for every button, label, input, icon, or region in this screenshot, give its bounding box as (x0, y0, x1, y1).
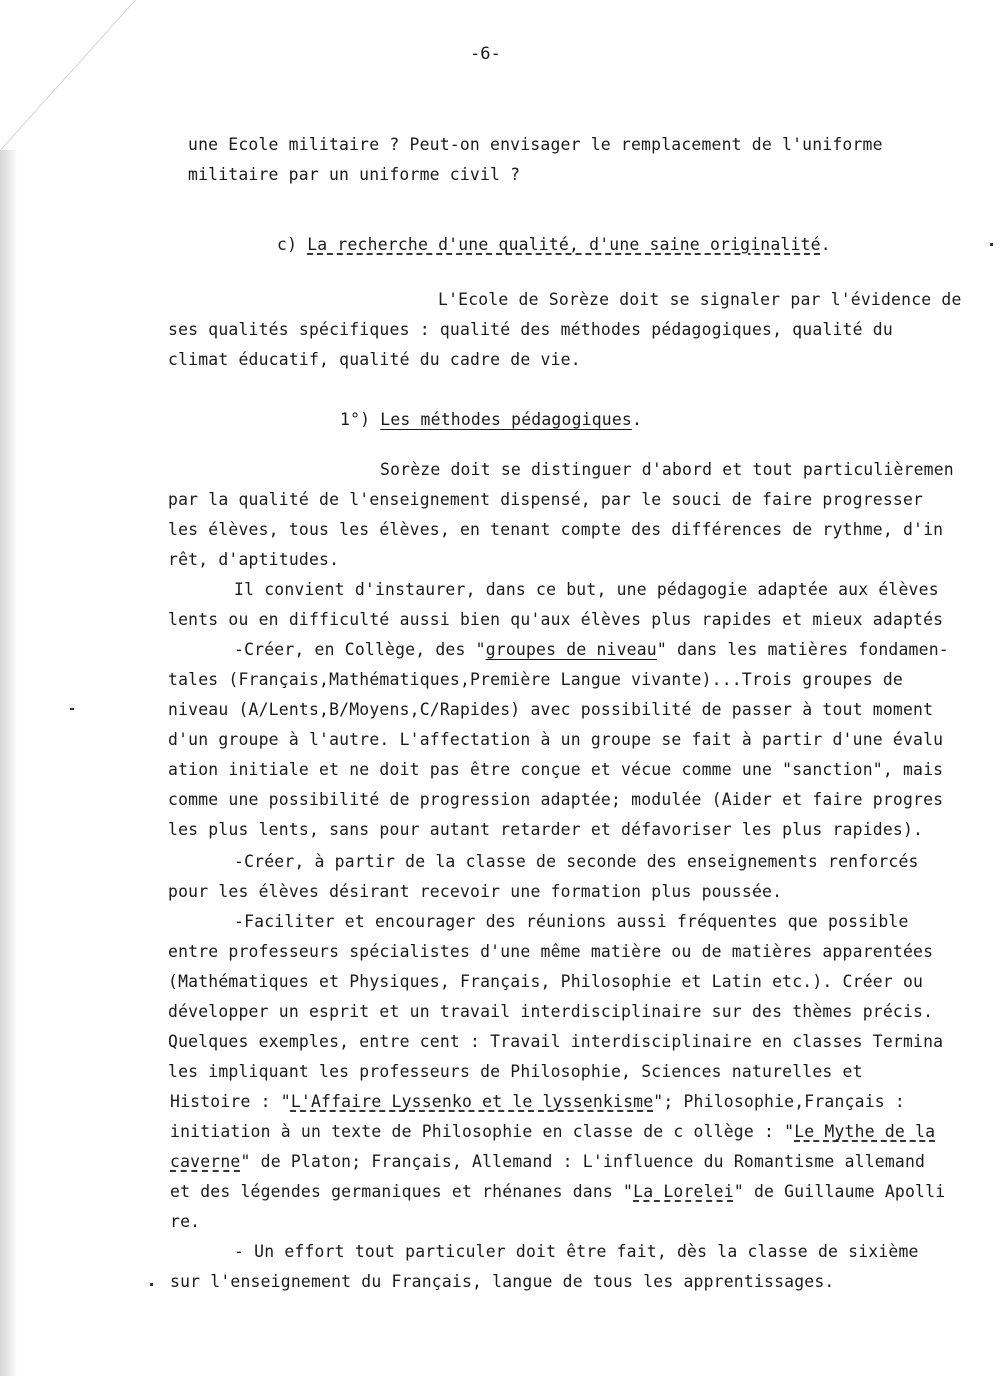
page-fold-shadow (0, 0, 140, 160)
text-line-initiation (170, 1122, 935, 1141)
underlined-title: L'Affaire Lyssenko et le lyssenkisme (290, 1092, 654, 1111)
text-line: lents ou en difficulté aussi bien qu'aux élèves plus rapides et mieux adaptés (168, 610, 944, 629)
text-fragment: " de Guillaume Apolli (733, 1182, 946, 1201)
text-line: climat éducatif, qualité du cadre de vie. (168, 350, 581, 369)
text-line-caverne (170, 1152, 925, 1171)
text-line: les plus lents, sans pour autant retarder et défavoriser les plus rapides). (168, 820, 924, 839)
text-line: pour les élèves désirant recevoir une formation plus poussée. (168, 882, 783, 901)
underlined-term: groupes de niveau (485, 640, 657, 659)
heading-label: 1°) (340, 410, 381, 429)
text-line: tales (Français,Mathématiques,Première Langue vivante)...Trois groupes de (168, 670, 903, 689)
text-fragment: " dans les matières fondamen- (656, 640, 949, 659)
text-line: -Créer, à partir de la classe de seconde des enseignements renforcés (234, 852, 919, 871)
page-number: -6- (470, 44, 501, 64)
text-line: niveau (A/Lents,B/Moyens,C/Rapides) avec possibilité de passer à tout moment (168, 700, 934, 719)
text-line-legendes (170, 1182, 945, 1201)
text-line: d'un groupe à l'autre. L'affectation à un groupe se fait à partir d'une évalu (168, 730, 944, 749)
section-heading-1 (340, 410, 642, 429)
text-line: les impliquant les professeurs de Philosophie, Sciences naturelles et (168, 1062, 863, 1081)
text-line: militaire par un uniforme civil ? (188, 165, 521, 184)
text-line: Il convient d'instaurer, dans ce but, une pédagogie adaptée aux élèves (234, 580, 939, 599)
text-line: par la qualité de l'enseignement dispensé, par le souci de faire progresser (168, 490, 924, 509)
text-line: ses qualités spécifiques : qualité des méthodes pédagogiques, qualité du (168, 320, 893, 339)
text-line: une Ecole militaire ? Peut-on envisager le remplacement de l'uniforme (188, 135, 883, 154)
text-line: entre professeurs spécialistes d'une même matière ou de matières apparentées (168, 942, 934, 961)
text-line-histoire (170, 1092, 905, 1111)
text-line: (Mathématiques et Physiques, Français, Philosophie et Latin etc.). Créer ou (168, 972, 924, 991)
scan-speck (150, 1283, 153, 1286)
text-fragment: initiation à un texte de Philosophie en classe de c ollège : " (170, 1122, 795, 1141)
text-line: - Un effort tout particuler doit être fait, dès la classe de sixième (234, 1242, 919, 1261)
text-fragment: Histoire : " (170, 1092, 291, 1111)
text-fragment: " de Platon; Français, Allemand : L'influence du Romantisme allemand (240, 1152, 926, 1171)
text-line-groupes (234, 640, 949, 659)
text-fragment: et des légendes germaniques et rhénanes dans " (170, 1182, 634, 1201)
text-line: L'Ecole de Sorèze doit se signaler par l'évidence de (438, 290, 962, 309)
heading-suffix: . (820, 235, 831, 254)
underlined-title: caverne (170, 1152, 241, 1171)
text-line: sur l'enseignement du Français, langue de tous les apprentissages. (170, 1272, 835, 1291)
text-line: rêt, d'aptitudes. (168, 550, 340, 569)
heading-title: Les méthodes pédagogiques (380, 410, 632, 429)
text-line: -Faciliter et encourager des réunions aussi fréquentes que possible (234, 912, 909, 931)
text-line: ation initiale et ne doit pas être conçue et vécue comme une "sanction", mais (168, 760, 944, 779)
heading-label: c) (277, 235, 308, 254)
underlined-title: Le Mythe de la (794, 1122, 936, 1141)
scan-speck (990, 243, 993, 246)
heading-suffix: . (631, 410, 643, 429)
scan-left-edge (0, 150, 18, 1376)
text-fragment: "; Philosophie,Français : (653, 1092, 905, 1111)
text-line: Sorèze doit se distinguer d'abord et tout particulièremen (380, 460, 954, 479)
scan-speck (70, 708, 74, 710)
text-line: les élèves, tous les élèves, en tenant compte des différences de rythme, d'in (168, 520, 944, 539)
section-heading-c (277, 235, 831, 254)
text-fragment: -Créer, en Collège, des " (234, 640, 486, 659)
text-line: Quelques exemples, entre cent : Travail interdisciplinaire en classes Termina (168, 1032, 944, 1051)
underlined-title: La Lorelei (633, 1182, 734, 1201)
text-line: développer un esprit et un travail interdisciplinaire sur des thèmes précis. (168, 1002, 934, 1021)
text-line: re. (170, 1212, 201, 1231)
text-line: comme une possibilité de progression adaptée; modulée (Aider et faire progres (168, 790, 944, 809)
heading-title: La recherche d'une qualité, d'une saine originalité (307, 235, 821, 254)
